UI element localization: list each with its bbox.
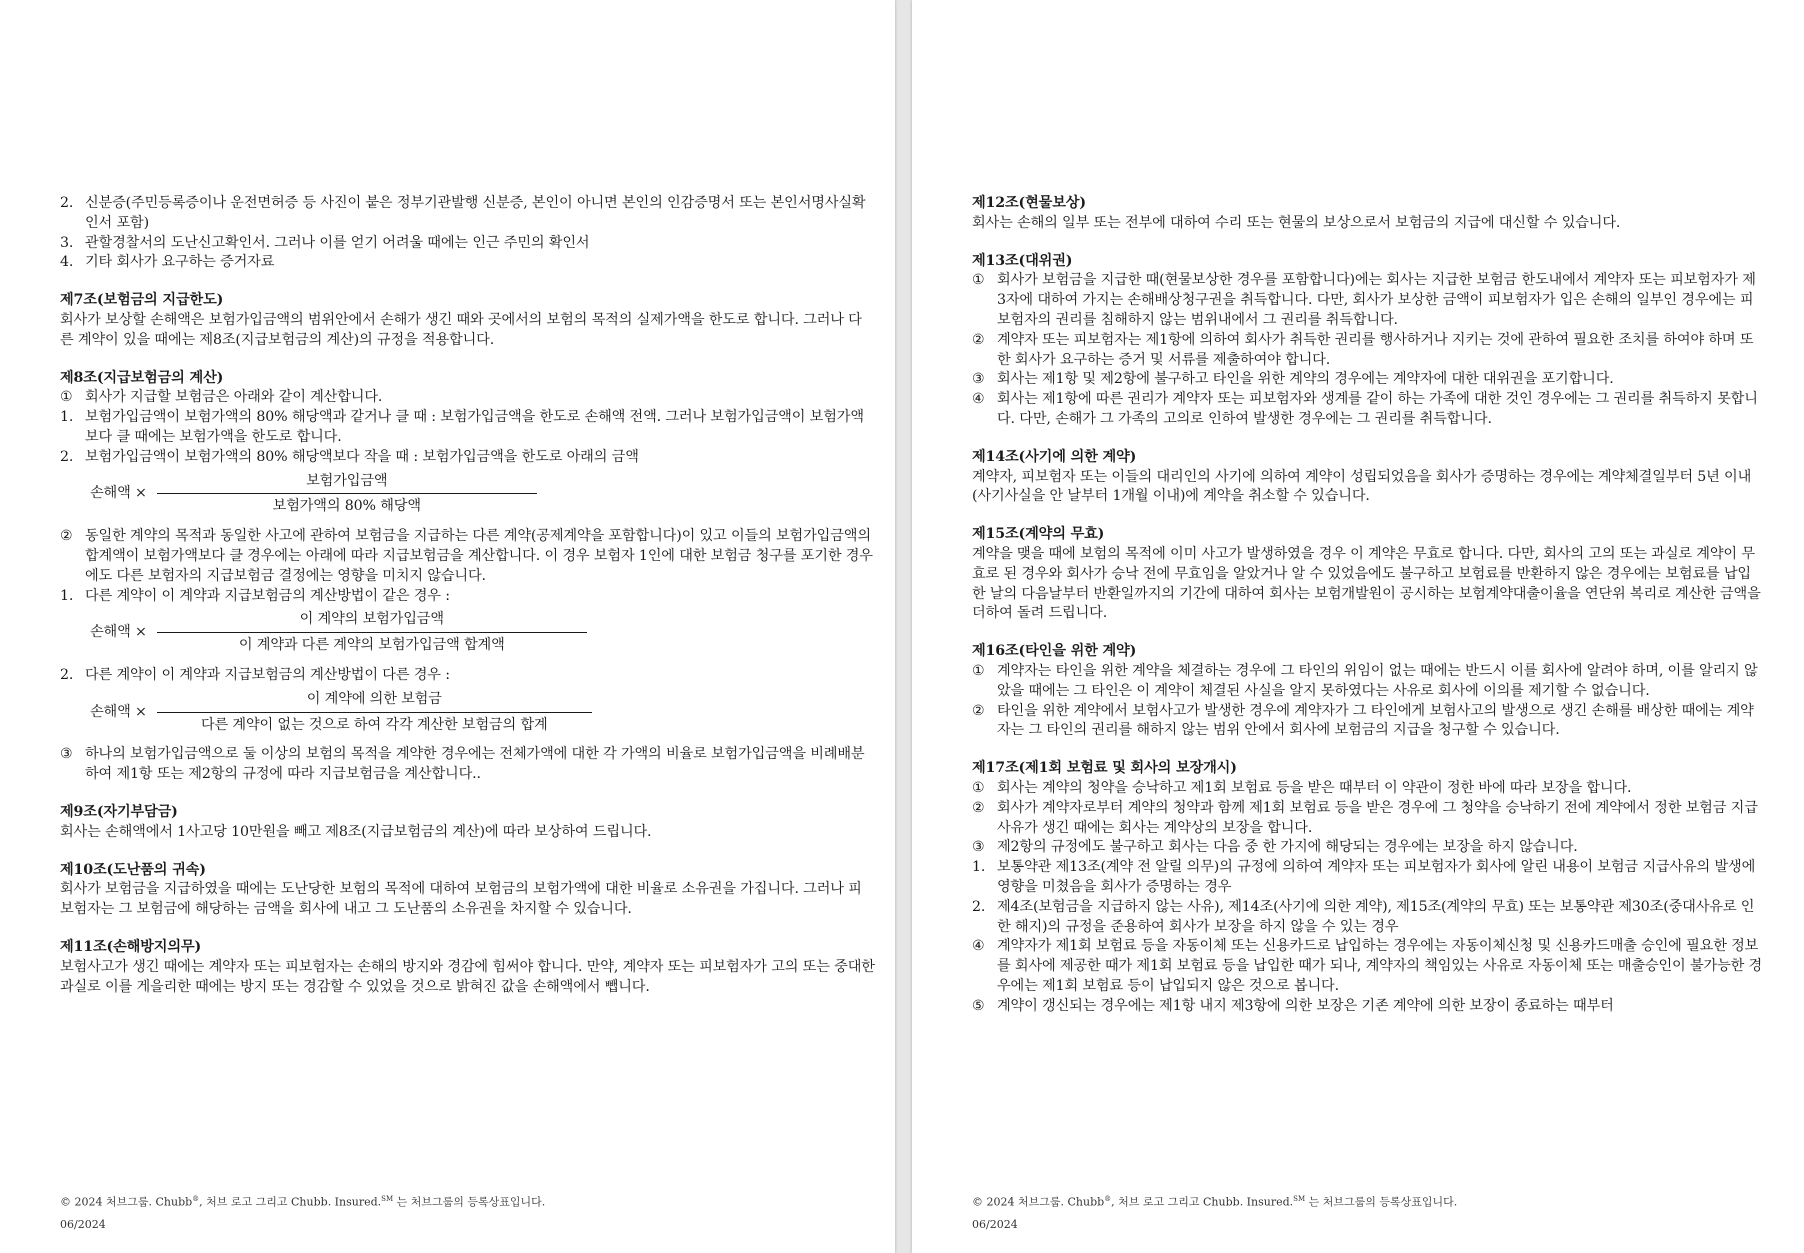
article-title: 제12조(현물보상): [972, 195, 1086, 211]
clause: ① 회사가 보험금을 지급한 때(현물보상한 경우를 포함합니다)에는 회사는 지급한 보험금 한도내에서 계약자 또는 피보험자가 제3자에 대하여 가지는 손해배상청구권을 취득합니다. 다만, 회사가 보상한 금액이 피보험자가 입은 손해의 일부인 경우에는 피보험자의 권리를 침해하지 않는 범위내에서 그 권리를 취득합니다.: [972, 272, 1756, 328]
formula-3: 손해액 × $\frac{\text{이 계약에 의한 보험금}}{\text{다른 계약이 없는 것으로 하여 각각 계산한 보험금의 합계}}$: [90, 690, 875, 736]
formula-denominator: 다른 계약이 없는 것으로 하여 각각 계산한 보험금의 합계: [200, 716, 548, 733]
article-title: 제15조(계약의 무효): [972, 526, 1105, 543]
list-item: 2. 다른 계약이 이 계약과 지급보험금의 계산방법이 다른 경우 :: [60, 666, 450, 683]
formula-1: 손해액 × $\frac{\text{보험가입금액}}{\text{보험가액의 80\% 해당액}}$: [90, 472, 875, 518]
formula-numerator: 이 계약의 보험가입금액: [299, 611, 444, 628]
list-item: 1. 보험가입금액이 보험가액의 80% 해당액과 같거나 클 때 : 보험가입금액을 한도로 손해액 전액. 그러나 보험가입금액이 보험가액보다 클 때에는 보험가액을 한도로 합니다.: [60, 409, 864, 445]
article-11: [60, 938, 875, 997]
clause: ③ 회사는 제1항 및 제2항에 불구하고 타인을 위한 계약의 경우에는 계약자에 대한 대위권을 포기합니다.: [972, 371, 1614, 388]
article-8: [60, 369, 875, 785]
list-item: 2. 신분증(주민등록증이나 운전면허증 등 사진이 붙은 정부기관발행 신분증, 본인이 아니면 본인의 인감증명서 또는 본인서명사실확인서 포함): [60, 195, 866, 231]
formula-numerator: 보험가입금액: [306, 472, 388, 489]
footer-date: 06/2024: [972, 1217, 1018, 1231]
list-item: 4. 기타 회사가 요구하는 증거자료: [60, 254, 275, 271]
article-title: 제17조(제1회 보험료 및 회사의 보장개시): [972, 760, 1237, 777]
article-12: [972, 194, 1764, 234]
article-body: 회사는 손해의 일부 또는 전부에 대하여 수리 또는 현물의 보상으로서 보험금의 지급에 대신할 수 있습니다.: [972, 214, 1621, 231]
clause: ④ 계약자가 제1회 보험료 등을 자동이체 또는 신용카드로 납입하는 경우에는 자동이체신청 및 신용카드매출 승인에 필요한 정보를 회사에 제공한 때가 제1회 보험료 등을 납입한 때가 되나, 계약자의 책임있는 사유로 자동이체 또는 매출승인이 불가능한 경우에는 제1회 보험료 등이 납입되지 않은 것으로 봅니다.: [972, 938, 1763, 994]
formula-2: 손해액 × $\frac{\text{이 계약의 보험가입금액}}{\text{이 계약과 다른 계약의 보험가입금액 합계액}}$: [90, 610, 875, 656]
article-9: [60, 803, 875, 843]
list-item: 1. 보통약관 제13조(계약 전 알릴 의무)의 규정에 의하여 계약자 또는 피보험자가 회사에 알린 내용이 보험금 지급사유의 발생에 영향을 미쳤음을 회사가 증명하는 경우: [972, 859, 1756, 895]
right-page: [912, 0, 1804, 1253]
clause: ② 계약자 또는 피보험자는 제1항에 의하여 회사가 취득한 권리를 행사하거나 지키는 것에 관하여 필요한 조치를 하여야 하며 또한 회사가 요구하는 증거 및 서류를 제출하여야 합니다.: [972, 331, 1754, 368]
copyright-notice: © 2024 처브그룹. Chubb®, 처브 로고 그리고 Chubb. Insured.℠ 는 처브그룹의 등록상표입니다.: [60, 1195, 546, 1209]
article-title: 제7조(보험금의 지급한도): [60, 292, 224, 309]
article-15: [972, 525, 1764, 624]
clause: ① 계약자는 타인을 위한 계약을 체결하는 경우에 그 타인의 위임이 없는 때에는 반드시 이를 회사에 알려야 하며, 이를 알리지 않았을 때에는 그 타인은 이 계약이 체결된 사실을 알지 못하였다는 사유로 회사에 이의를 제기할 수 없습니다.: [972, 662, 1758, 699]
article-title: 제9조(자기부담금): [60, 803, 178, 820]
list-item: 1. 다른 계약이 이 계약과 지급보험금의 계산방법이 같은 경우 :: [60, 587, 450, 604]
copyright-notice: © 2024 처브그룹. Chubb®, 처브 로고 그리고 Chubb. Insured.℠ 는 처브그룹의 등록상표입니다.: [972, 1195, 1458, 1209]
article-body: 계약자, 피보험자 또는 이들의 대리인의 사기에 의하여 계약이 성립되었음을 회사가 증명하는 경우에는 계약체결일부터 5년 이내(사기사실을 안 날부터 1개월 이내)에 계약을 취소할 수 있습니다.: [972, 468, 1752, 505]
article-body: 회사가 보상할 손해액은 보험가입금액의 범위안에서 손해가 생긴 때와 곳에서의 보험의 목적의 실제가액을 한도로 합니다. 그러나 다른 계약이 있을 때에는 제8조(지급보험금의 계산)의 규정을 적용합니다.: [60, 311, 862, 348]
clause: ② 회사가 계약자로부터 계약의 청약과 함께 제1회 보험료 등을 받은 경우에 그 청약을 승낙하기 전에 계약에서 정한 보험금 지급사유가 생긴 때에는 회사는 계약상의 보장을 합니다.: [972, 799, 1758, 836]
clause: ① 회사는 계약의 청약을 승낙하고 제1회 보험료 등을 받은 때부터 이 약관이 정한 바에 따라 보장을 합니다.: [972, 779, 1632, 796]
article-16: [972, 642, 1764, 741]
article-title: 제11조(손해방지의무): [60, 938, 202, 955]
article-body: 계약을 맺을 때에 보험의 목적에 이미 사고가 발생하였을 경우 이 계약은 무효로 합니다. 다만, 회사의 고의 또는 과실로 계약이 무효로 된 경우와 회사가 승낙 전에 무효임을 알았거나 알 수 있었음에도 불구하고 보험료를 반환하지 않은 경우에는 보험료를 납입한 날의 다음날부터 반환일까지의 기간에 대하여 회사는 보험개발원이 공시하는 보험계약대출이율을 연단위 복리로 계산한 금액을 더하여 돌려 드립니다.: [972, 545, 1761, 622]
list-item: 2. 제4조(보험금을 지급하지 않는 사유), 제14조(사기에 의한 계약), 제15조(계약의 무효) 또는 보통약관 제30조(중대사유로 인한 해지)의 규정을 준용하여 회사가 보장을 하지 않을 수 있는 경우: [972, 898, 1755, 935]
article-body: 회사는 손해액에서 1사고당 10만원을 빼고 제8조(지급보험금의 계산)에 따라 보상하여 드립니다.: [60, 823, 652, 840]
required-documents-list: [60, 194, 875, 273]
formula-denominator: 보험가액의 80% 해당액: [272, 498, 421, 515]
page-footer: [972, 1188, 1457, 1236]
article-title: 제16조(타인을 위한 계약): [972, 643, 1137, 660]
article-13: [972, 252, 1764, 430]
clause: ① 회사가 지급할 보험금은 아래와 같이 계산합니다.: [60, 389, 383, 406]
clause: ④ 회사는 제1항에 따른 권리가 계약자 또는 피보험자와 생계를 같이 하는 가족에 대한 것인 경우에는 그 권리를 취득하지 못합니다. 다만, 손해가 그 가족의 고의로 인하여 발생한 경우에는 그 권리를 취득합니다.: [972, 391, 1758, 427]
article-7: [60, 291, 875, 350]
article-body: 보험사고가 생긴 때에는 계약자 또는 피보험자는 손해의 방지와 경감에 힘써야 합니다. 만약, 계약자 또는 피보험자가 고의 또는 중대한 과실로 이를 게을리한 때에는 방지 또는 경감할 수 있었을 것으로 밝혀진 값을 손해액에서 뺍니다.: [60, 958, 875, 995]
formula-numerator: 이 계약에 의한 보험금: [306, 690, 442, 707]
article-title: 제10조(도난품의 귀속): [60, 861, 206, 878]
article-title: 제8조(지급보험금의 계산): [60, 369, 224, 386]
page-footer: [60, 1188, 545, 1236]
right-page-content: [972, 194, 1764, 1034]
list-item: 2. 보험가입금액이 보험가액의 80% 해당액보다 작을 때 : 보험가입금액을 한도로 아래의 금액: [60, 448, 639, 465]
left-page: [0, 0, 895, 1253]
article-body: 회사가 보험금을 지급하였을 때에는 도난당한 보험의 목적에 대하여 보험금의 보험가액에 대한 비율로 소유권을 가집니다. 그러나 피보험자는 그 보험금에 해당하는 금액을 회사에 내고 그 도난품의 소유권을 차지할 수 있습니다.: [60, 881, 862, 918]
clause: ② 타인을 위한 계약에서 보험사고가 발생한 경우에 계약자가 그 타인에게 보험사고의 발생으로 생긴 손해를 배상한 때에는 계약자는 그 타인의 권리를 해하지 않는 범위 안에서 회사에 보험금의 지급을 청구할 수 있습니다.: [972, 702, 1754, 739]
clause: ② 동일한 계약의 목적과 동일한 사고에 관하여 보험금을 지급하는 다른 계약(공제계약을 포함합니다)이 있고 이들의 보험가입금액의 합계액이 보험가액보다 클 경우에는 아래에 따라 지급보험금을 계산합니다. 이 경우 보험자 1인에 대한 보험금 청구를 포기한 경우에도 다른 보험자의 지급보험금 결정에는 영향을 미치지 않습니다.: [60, 528, 873, 584]
left-page-content: [60, 194, 875, 1015]
clause: ③ 하나의 보험가입금액으로 둘 이상의 보험의 목적을 계약한 경우에는 전체가액에 대한 각 가액의 비율로 보험가입금액을 비례배분하여 제1항 또는 제2항의 규정에 따라 지급보험금을 계산합니다..: [60, 746, 865, 783]
clause: ③ 제2항의 규정에도 불구하고 회사는 다음 중 한 가지에 해당되는 경우에는 보장을 하지 않습니다.: [972, 839, 1578, 856]
article-17: [972, 759, 1764, 1016]
article-title: 제14조(사기에 의한 계약): [972, 448, 1137, 465]
clause: ⑤ 계약이 갱신되는 경우에는 제1항 내지 제3항에 의한 보장은 기존 계약에 의한 보장이 종료하는 때부터: [972, 997, 1614, 1014]
article-title: 제13조(대위권): [972, 252, 1073, 269]
footer-date: 06/2024: [60, 1217, 106, 1231]
article-10: [60, 861, 875, 920]
formula-denominator: 이 계약과 다른 계약의 보험가입금액 합계액: [238, 637, 505, 654]
list-item: 3. 관할경찰서의 도난신고확인서. 그러나 이를 얻기 어려울 때에는 인근 주민의 확인서: [60, 234, 590, 251]
article-14: [972, 448, 1764, 507]
